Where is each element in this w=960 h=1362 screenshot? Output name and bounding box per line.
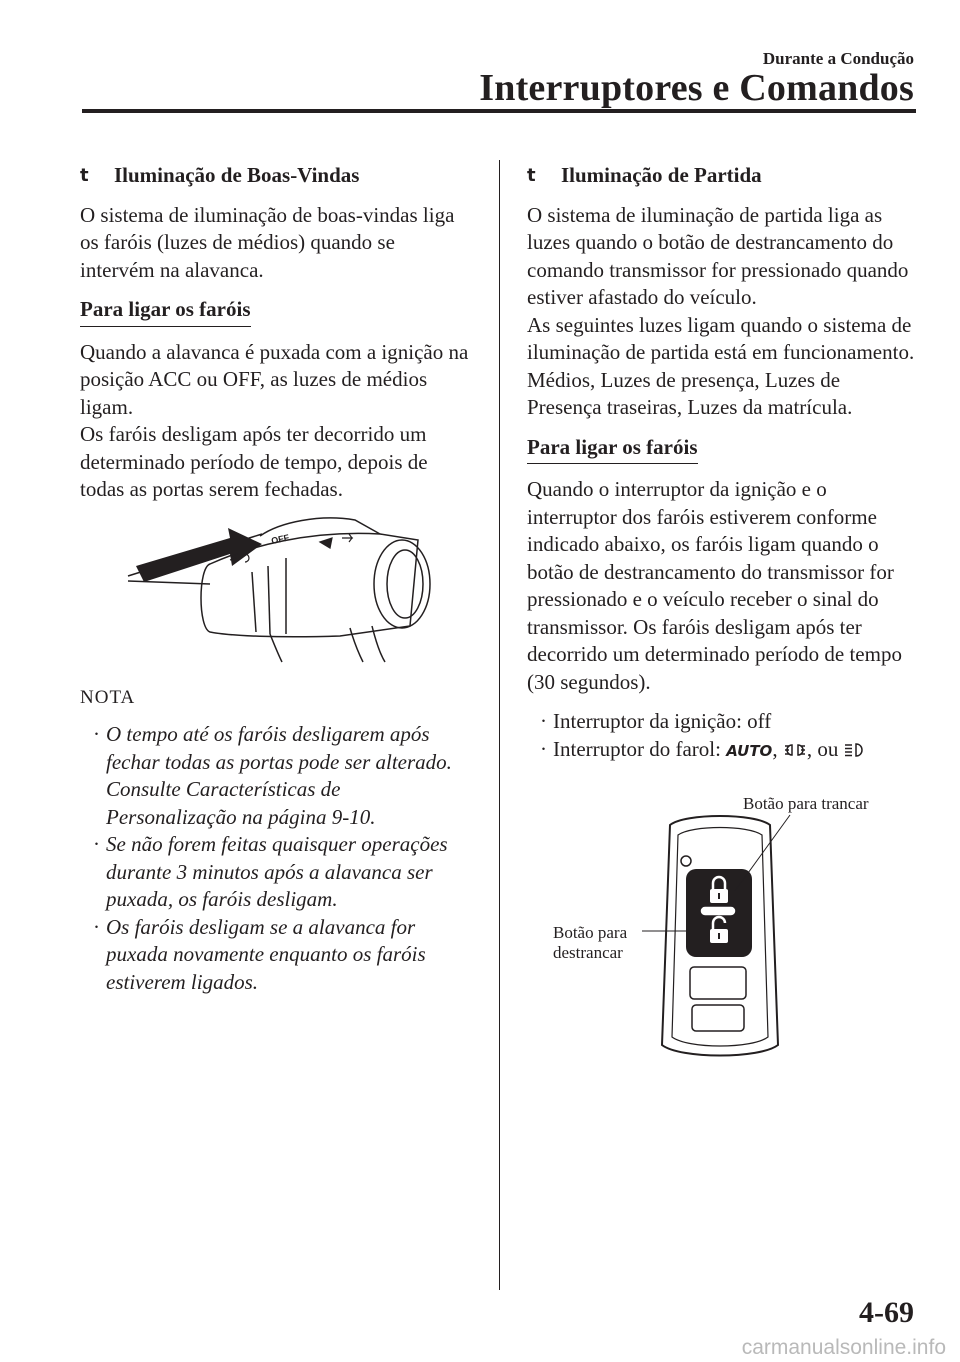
section-bullet-icon: t (527, 165, 536, 186)
fob-button (692, 1005, 744, 1031)
paragraph: As seguintes luzes ligam quando o sistema de iluminação de partida está em funcionamento. (527, 312, 915, 364)
right-column (527, 162, 917, 765)
chapter-label: Durante a Condução (762, 49, 914, 68)
section-bullet-icon: t (80, 165, 89, 186)
paragraph: O sistema de iluminação de partida liga as luzes quando o botão de destrancamento do comando transmissor for pressionado quando estiver afastado do veículo. (527, 202, 909, 309)
note-item: · Os faróis desligam se a alavanca for puxada novamente enquanto os faróis estiverem ligados. (93, 914, 426, 994)
parking-lights-icon (783, 742, 807, 758)
paragraph: Quando o interruptor da ignição e o interruptor dos faróis estiverem conforme indicado abaixo, os faróis ligam quando o botão de destrancamento do transmissor for pressionado e o veículo receber o sinal do transmissor. Os faróis desligam após ter decorrido um determinado período de tempo (30 segundos). (527, 477, 902, 694)
section-heading-welcome-lighting (80, 162, 470, 190)
header-rule (82, 109, 916, 113)
pull-direction-arrow-icon (136, 528, 262, 582)
page-number: 4-69 (859, 1296, 914, 1329)
section-heading-departure-lighting (527, 162, 917, 190)
column-divider (499, 160, 500, 1290)
note-list (80, 721, 470, 996)
subsection-title: Para ligar os faróis (527, 434, 698, 465)
note-item: · Se não forem feitas quaisquer operações durante 3 minutos após a alavanca ser puxada, os faróis desligam. (93, 832, 448, 911)
left-column (80, 162, 470, 996)
paragraph: Quando a alavanca é puxada com a ignição na posição ACC ou OFF, as luzes de médios ligam. (80, 339, 469, 419)
section-title: Iluminação de Partida (561, 163, 762, 187)
condition-list (527, 708, 917, 765)
unlock-button-callout: Botão para destrancar (553, 923, 628, 962)
subsection-heading (527, 434, 917, 465)
low-beam-icon (844, 742, 866, 758)
note-label: NOTA (80, 686, 136, 708)
subsection-heading (80, 296, 470, 327)
watermark: carmanualsonline.info (741, 1336, 946, 1359)
list-item: · Interruptor da ignição: off (540, 709, 772, 733)
lock-button-callout: Botão para trancar (743, 794, 869, 813)
intro-paragraph: O sistema de iluminação de boas-vindas liga os faróis (luzes de médios) quando se intervém na alavanca. (80, 202, 455, 282)
fob-button (690, 967, 746, 999)
subsection-title: Para ligar os faróis (80, 296, 251, 327)
page-title: Interruptores e Comandos (479, 67, 914, 109)
paragraph: Os faróis desligam após ter decorrido um determinado período de tempo, depois de todas as portas serem fechadas. (80, 422, 428, 501)
paragraph: Médios, Luzes de presença, Luzes de Presença traseiras, Luzes da matrícula. (527, 367, 853, 419)
list-item: · Interruptor do farol: AUTO, , ou (527, 736, 917, 766)
lever-off-label: OFF (270, 531, 291, 546)
note-item: · O tempo até os faróis desligarem após fechar todas as portas pode ser alterado. Consulte Características de Personalização na página 9-10. (93, 722, 452, 829)
key-fob-illustration (620, 805, 860, 1065)
headlight-lever-illustration (80, 516, 470, 666)
auto-symbol: AUTO (726, 741, 773, 760)
section-title: Iluminação de Boas-Vindas (114, 163, 360, 187)
